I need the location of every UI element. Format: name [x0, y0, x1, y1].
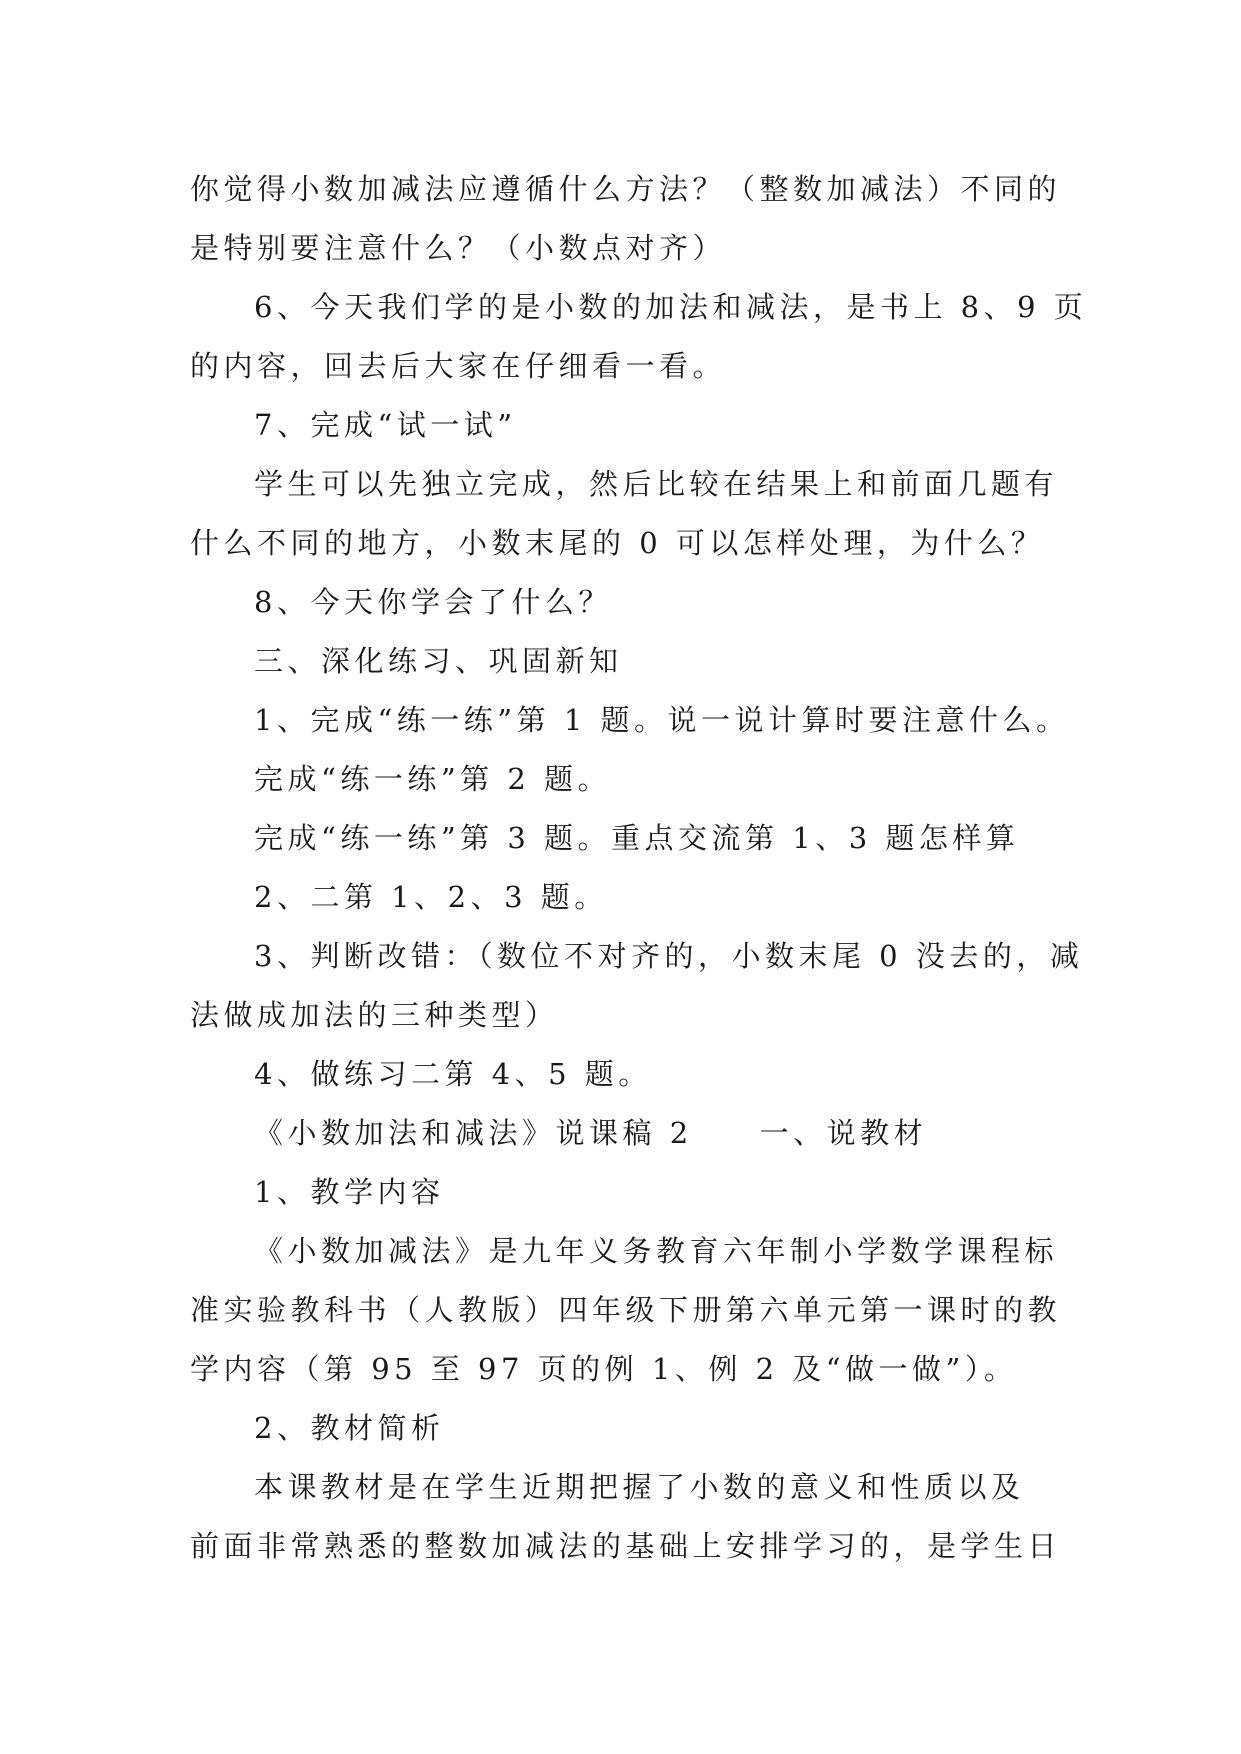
paragraph-line: 法做成加法的三种类型） — [190, 998, 559, 1032]
paragraph-line: 完成“练一练”第 2 题。 — [254, 762, 612, 796]
paragraph-line: 6、今天我们学的是小数的加法和减法，是书上 8、9 页 — [254, 290, 1088, 324]
section-heading: 2、教材简析 — [254, 1411, 445, 1445]
paragraph-line: 2、二第 1、2、3 题。 — [254, 880, 608, 914]
paragraph-line: 1、完成“练一练”第 1 题。说一说计算时要注意什么。 — [254, 703, 1070, 737]
paragraph-line: 3、判断改错：（数位不对齐的，小数末尾 0 没去的，减 — [254, 939, 1084, 973]
paragraph-line: 本课教材是在学生近期把握了小数的意义和性质以及 — [254, 1470, 1025, 1504]
section-heading: 1、教学内容 — [254, 1175, 445, 1209]
paragraph-line: 什么不同的地方，小数末尾的 0 可以怎样处理，为什么？ — [190, 526, 1045, 560]
paragraph-line: 《小数加减法》是九年义务教育六年制小学数学课程标 — [254, 1234, 1059, 1268]
paragraph-line: 学生可以先独立完成，然后比较在结果上和前面几题有 — [254, 467, 1059, 501]
paragraph-line: 前面非常熟悉的整数加减法的基础上安排学习的，是学生日 — [190, 1529, 1062, 1563]
document-body — [190, 160, 1088, 1576]
paragraph-line: 你觉得小数加减法应遵循什么方法？（整数加减法）不同的 — [190, 172, 1062, 206]
paragraph-line: 学内容（第 95 至 97 页的例 1、例 2 及“做一做”）。 — [190, 1352, 1018, 1386]
paragraph-line: 完成“练一练”第 3 题。重点交流第 1、3 题怎样算 — [254, 821, 1020, 855]
paragraph-line: 的内容，回去后大家在仔细看一看。 — [190, 349, 727, 383]
document-subtitle: 《小数加法和减法》说课稿 2 一、说教材 — [254, 1116, 928, 1150]
paragraph-line: 4、做练习二第 4、5 题。 — [254, 1057, 652, 1091]
section-heading: 三、深化练习、巩固新知 — [254, 644, 623, 678]
paragraph-line: 8、今天你学会了什么？ — [254, 585, 612, 619]
paragraph-line: 准实验教科书（人教版）四年级下册第六单元第一课时的教 — [190, 1293, 1062, 1327]
paragraph-line: 是特别要注意什么？（小数点对齐） — [190, 231, 727, 265]
paragraph-line: 7、完成“试一试” — [254, 408, 517, 442]
